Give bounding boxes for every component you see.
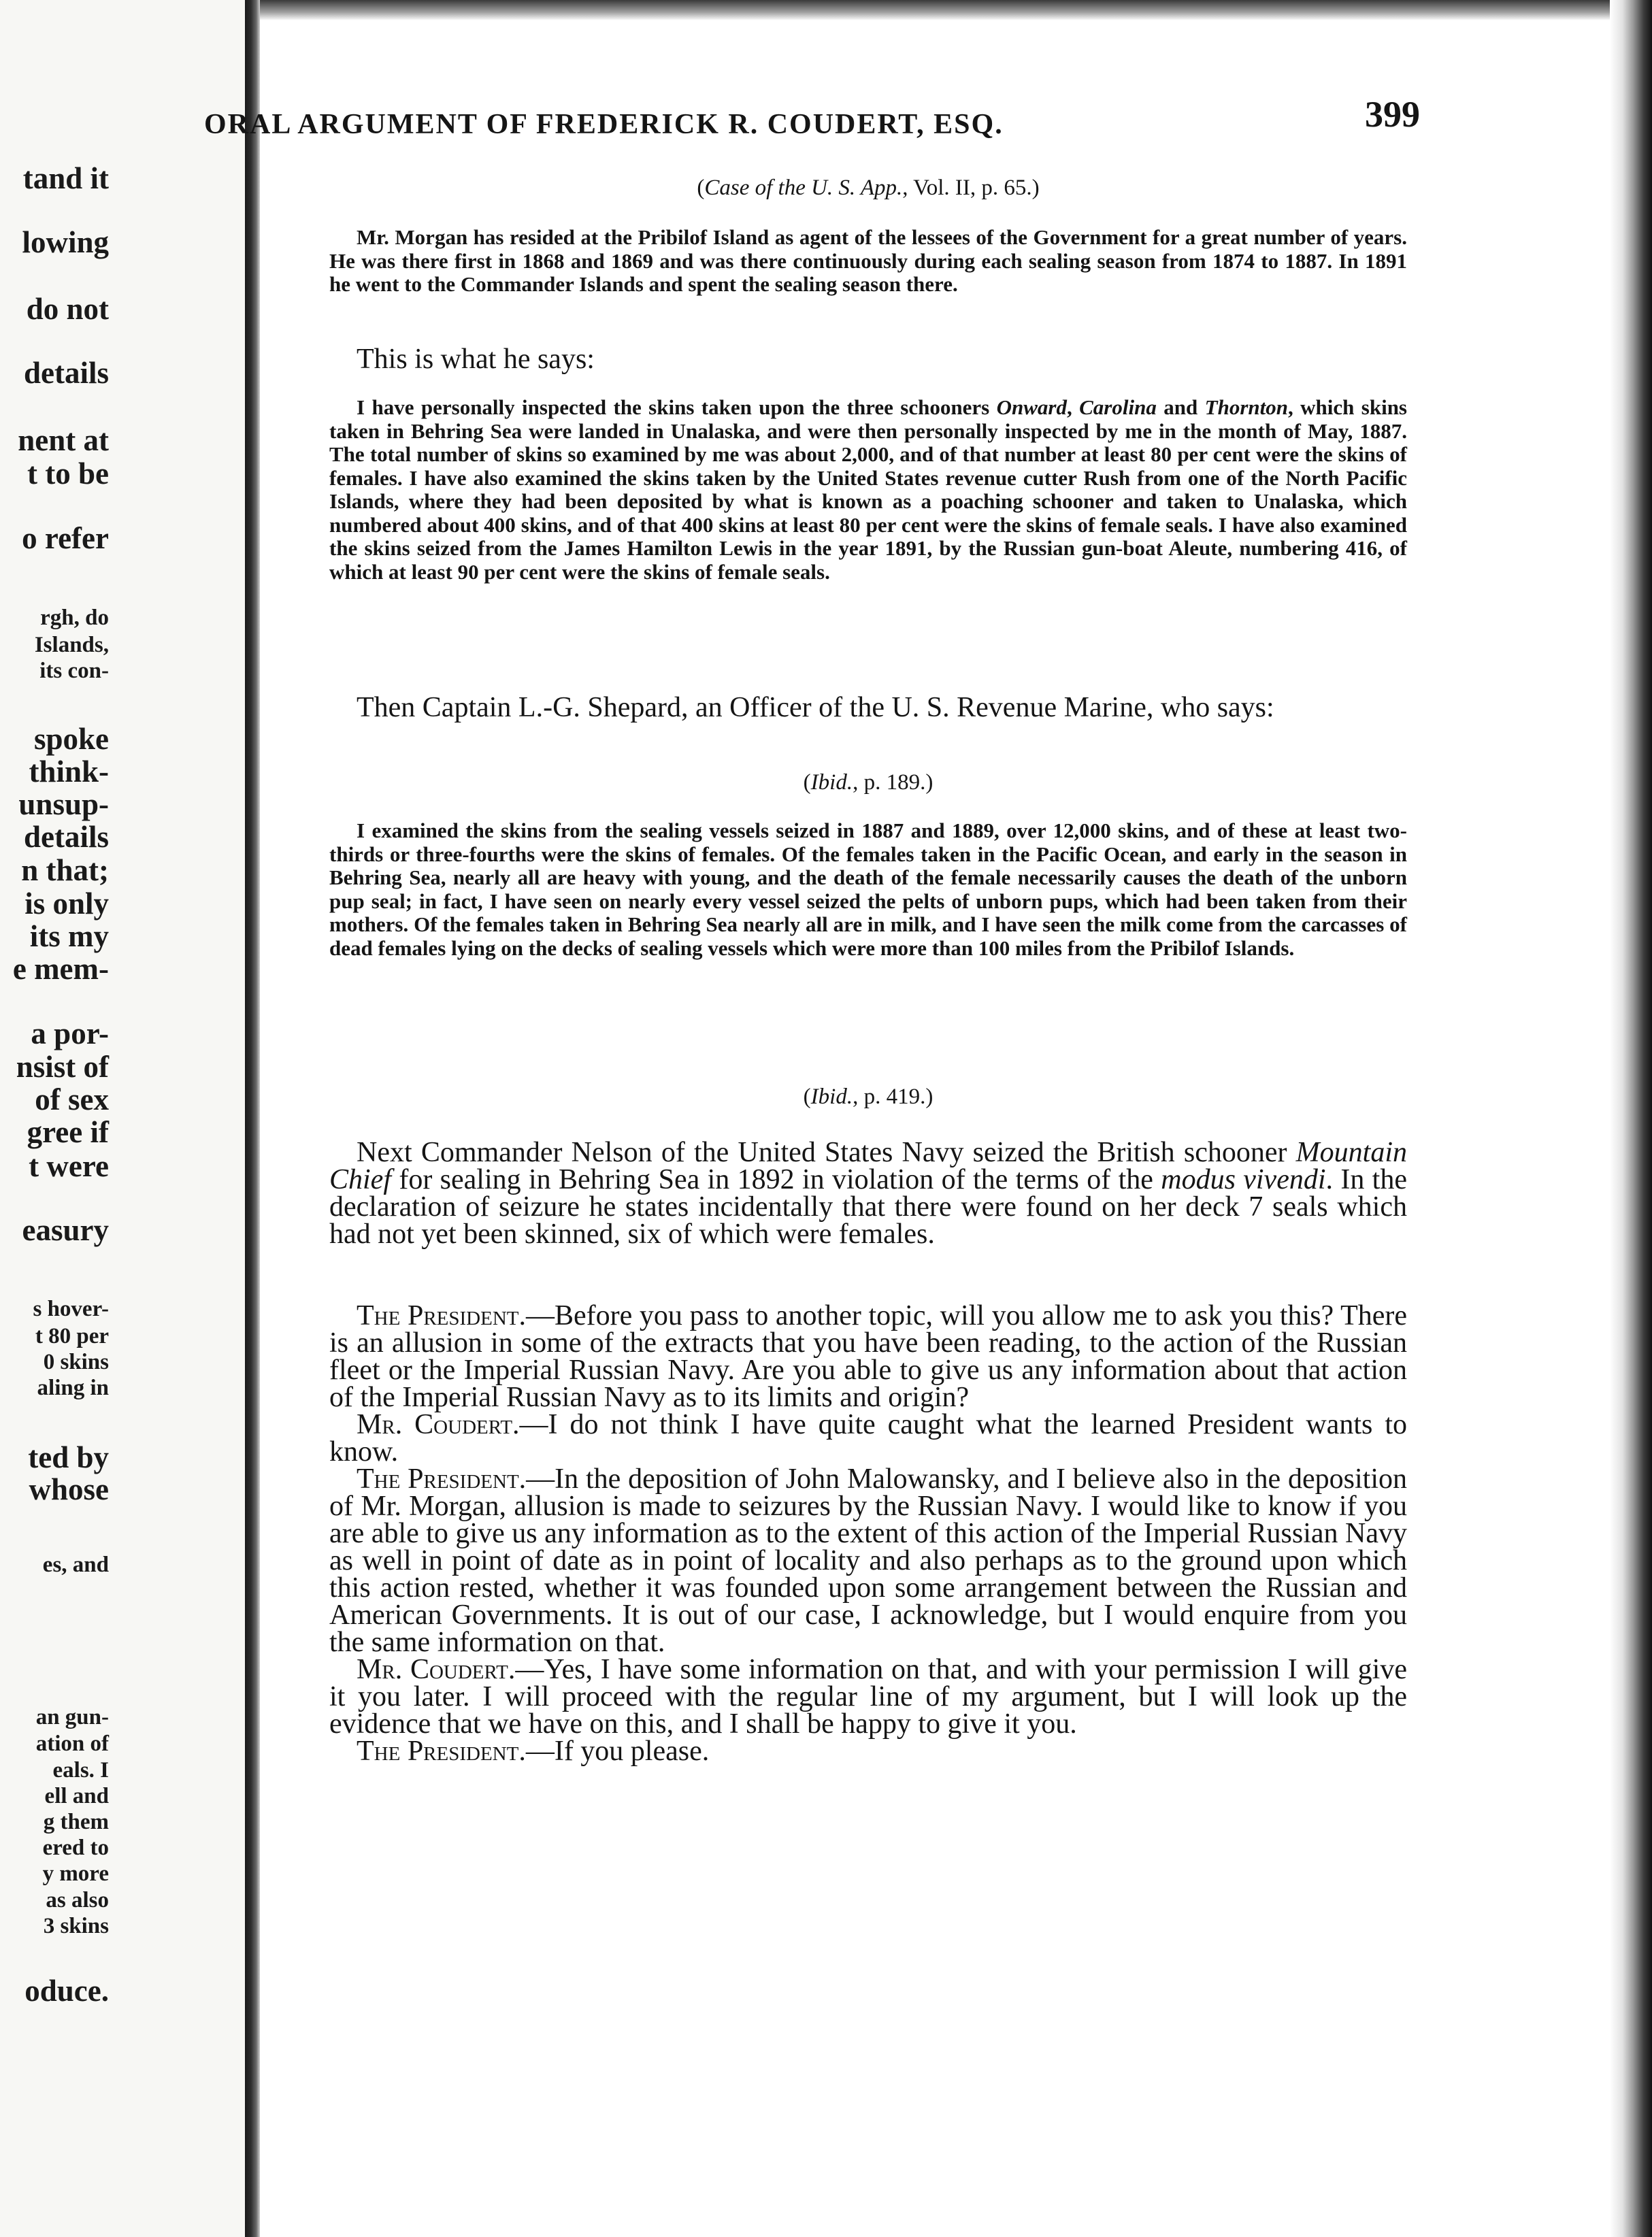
speech-text: —Yes, I have some information on that, and with your permission I will give it you later. I will proceed with the regular line of my argument, but I will look up the evidence that we have on this, and I shall be happy to give it you.: [329, 1654, 1407, 1740]
left-fragment: 3 skins: [43, 1914, 109, 1938]
ship-name: Onward: [996, 395, 1067, 419]
left-fragment: its con-: [39, 659, 109, 683]
left-fragment: as also: [46, 1888, 109, 1912]
dialogue: [329, 1302, 1407, 1765]
citation-rest: , p. 419.): [853, 1084, 934, 1109]
speaker: The President.: [357, 1463, 527, 1495]
quote-text: I have personally inspected the skins taken upon the three schooners: [357, 395, 997, 419]
speech-text: —In the deposition of John Malowansky, and I believe also in the deposition of Mr. Morgan, allusion is made to seizures by the Russian Navy. I would like to know if you are able to give us any information as to the extent of this action of the Imperial Russian Navy as well in point of date as in point of locality and also perhaps as to the ground upon which this action rested, whether it was founded upon some arrangement between the Russian and American Governments. It is out of our case, I acknowledge, but I would enquire from you the same information on that.: [329, 1463, 1408, 1658]
shepard-quote: I examined the skins from the sealing vessels seized in 1887 and 1889, over 12,000 skins, and of these at least two-thirds or three-fourths were the skins of females. Of the females taken in the Pacific Ocean, and early in the season in Behring Sea, nearly all are heavy with young, and the death of the female necessarily causes the death of the unborn pup seal; in fact, I have seen on nearly every vessel seized the pelts of unborn pups, which had been taken from their mothers. Of the females taken in Behring Sea nearly all are in milk, and I have seen the milk come from the carcasses of dead females lying on the decks of sealing vessels which were more than 100 miles from the Pribilof Islands.: [329, 818, 1407, 960]
left-fragment: lowing: [22, 225, 109, 259]
speaker: The President.: [357, 1736, 526, 1767]
citation-source: Case of the U. S. App.: [704, 176, 903, 200]
left-fragment: es, and: [42, 1553, 109, 1577]
left-fragment: eals. I: [52, 1758, 109, 1783]
left-fragment: its my: [29, 919, 109, 953]
left-fragment: o refer: [22, 521, 109, 555]
paragraph-text: Next Commander Nelson of the United States Navy seized the British schooner: [357, 1137, 1296, 1168]
left-fragment: oduce.: [24, 1974, 109, 2008]
left-fragment: of sex: [35, 1082, 109, 1116]
speaker: Mr. Coudert.: [357, 1409, 520, 1440]
lead-in-this-is-what-he-says: [329, 344, 1407, 375]
citation-ibid-189: (Ibid., p. 189.): [803, 770, 934, 795]
speaker: Mr. Coudert.: [357, 1654, 516, 1685]
left-fragment: ell and: [44, 1784, 109, 1808]
left-page-fragment: [0, 0, 250, 2237]
left-fragment: Islands,: [34, 633, 109, 657]
book-gutter: [245, 0, 260, 2237]
ship-name: Mountain Chief: [329, 1137, 1407, 1195]
left-fragment: ted by: [28, 1440, 109, 1474]
left-fragment: n that;: [21, 853, 109, 887]
page-top-shadow: [260, 0, 1652, 20]
speaker: The President.: [357, 1300, 526, 1331]
citation-ibid-419: (Ibid., p. 419.): [803, 1084, 934, 1109]
nelson-paragraph: [329, 1139, 1407, 1248]
citation-rest: , Vol. II, p. 65.): [902, 176, 1040, 200]
citation-ibid: Ibid.: [810, 1084, 853, 1109]
intro-paragraph: Mr. Morgan has resided at the Pribilof Island as agent of the lessees of the Government for a great number of years. He was there first in 1868 and 1869 and was there continuously during each sealing season from 1874 to 1887. In 1891 he went to the Commander Islands and spent the sealing season there.: [329, 225, 1407, 296]
latin-term: modus vivendi: [1161, 1164, 1326, 1195]
page-number: 399: [1365, 94, 1420, 135]
left-fragment: nsist of: [16, 1050, 109, 1084]
left-fragment: easury: [22, 1213, 109, 1247]
left-fragment: rgh, do: [40, 606, 109, 630]
quote-text: , which skins taken in Behring Sea were landed in Unalaska, and were then personally inspected by me in the month of May, 1887. The total number of skins so examined by me was about 2,000, and of that number at least 80 per cent were the skins of females. I have also examined the skins taken by the United States revenue cutter Rush from one of the North Pacific Islands, where they had been deposited by what is known as a poaching schooner and taken to Unalaska, which numbered about 400 skins, and of that 400 skins at least 80 per cent were the skins of female seals. I have also examined the skins seized from the James Hamilton Lewis in the year 1891, by the Russian gun-boat Aleute, numbering 416, of which at least 90 per cent were the skins of female seals.: [329, 395, 1407, 584]
page-edge-shadow: [1610, 0, 1652, 2237]
left-fragment: whose: [29, 1472, 109, 1506]
left-fragment: t to be: [27, 457, 109, 491]
quote-text: and: [1156, 395, 1205, 419]
paragraph-text: for sealing in Behring Sea in 1892 in violation of the terms of the: [391, 1164, 1161, 1195]
speech-text: —If you please.: [525, 1736, 710, 1767]
left-fragment: do not: [26, 292, 109, 326]
left-fragment: details: [23, 356, 109, 390]
dialogue-entry: [329, 1656, 1407, 1738]
left-fragment: tand it: [22, 161, 109, 195]
left-fragment: gree if: [27, 1115, 109, 1149]
left-fragment: nent at: [18, 423, 109, 457]
citation-rest: , p. 189.): [853, 770, 934, 795]
left-fragment: ered to: [42, 1836, 109, 1860]
left-fragment: ation of: [35, 1731, 109, 1756]
left-fragment: unsup-: [18, 787, 109, 821]
ship-name: Thornton: [1204, 395, 1288, 419]
paragraph-text: . In the declaration of seizure he states incidentally that there were found on her deck 7 seals which had not yet been skinned, six of which were females.: [329, 1164, 1407, 1250]
citation-case-app: (Case of the U. S. App., Vol. II, p. 65.): [697, 176, 1040, 200]
left-fragment: g them: [43, 1810, 109, 1834]
left-fragment: t were: [29, 1149, 109, 1183]
speech-text: —Before you pass to another topic, will you allow me to ask you this? There is an allusion in some of the extracts that you have been reading, to the action of the Russian fleet or the Imperial Russian Navy. Are you able to give us any information about that action of the Imperial Russian Navy as to its limits and origin?: [329, 1300, 1408, 1413]
speech-text: —I do not think I have quite caught what the learned President wants to know.: [329, 1409, 1407, 1468]
left-fragment: is only: [24, 886, 109, 921]
dialogue-entry: [329, 1409, 1407, 1468]
dialogue-entry: [329, 1465, 1407, 1656]
ship-name: Carolina: [1079, 395, 1157, 419]
left-fragment: y more: [42, 1861, 109, 1886]
left-fragment: spoke: [33, 722, 109, 756]
left-fragment: s hover-: [33, 1297, 109, 1321]
dialogue-entry: [329, 1738, 1407, 1765]
left-fragment: t 80 per: [35, 1324, 109, 1348]
dialogue-entry: [329, 1302, 1407, 1411]
left-fragment: e mem-: [12, 952, 109, 986]
lead-in-shepard: Then Captain L.-G. Shepard, an Officer of the U. S. Revenue Marine, who says:: [357, 692, 1274, 723]
morgan-quote: [329, 396, 1407, 584]
left-fragment: a por-: [31, 1016, 109, 1050]
quote-text: ,: [1066, 395, 1080, 419]
left-fragment: an gun-: [35, 1705, 109, 1729]
left-fragment: aling in: [37, 1376, 109, 1400]
lead-in-text: This is what he says:: [357, 344, 595, 375]
running-head: ORAL ARGUMENT OF FREDERICK R. COUDERT, ESQ.: [204, 109, 1004, 140]
left-fragment: 0 skins: [43, 1350, 109, 1374]
citation-ibid: Ibid.: [810, 770, 853, 795]
left-fragment: think-: [29, 755, 109, 789]
left-fragment: details: [23, 820, 109, 854]
page-header: [204, 93, 1420, 141]
